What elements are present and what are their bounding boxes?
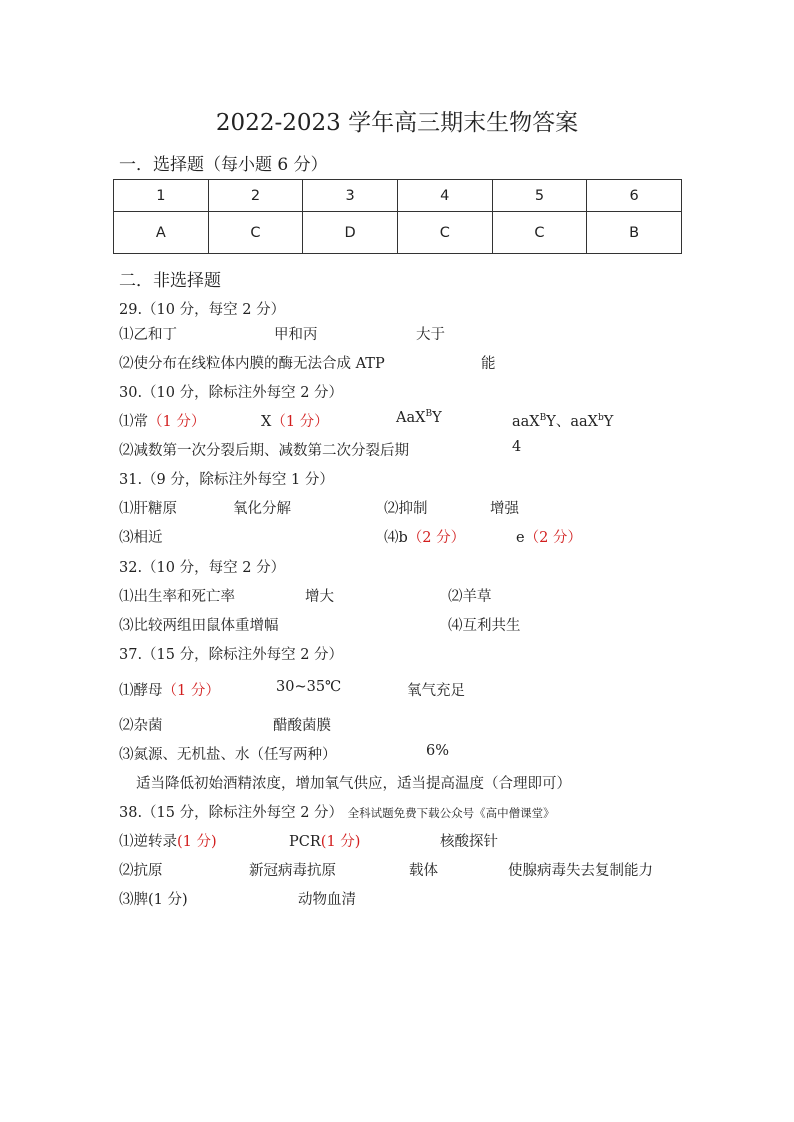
score-note: (1 分) bbox=[177, 834, 217, 850]
answer-cell: D bbox=[303, 212, 398, 254]
q37-header: 37.（15 分，除标注外每空 2 分） bbox=[119, 647, 344, 663]
question-number-cell: 6 bbox=[587, 180, 682, 212]
answer-table bbox=[113, 179, 682, 254]
answer-table-number-row bbox=[114, 180, 682, 212]
q31-answer bbox=[384, 526, 465, 547]
answer-text: 38.（15 分，除标注外每空 2 分） bbox=[119, 805, 344, 821]
score-note: （1 分） bbox=[162, 683, 220, 699]
answer-cell: A bbox=[114, 212, 209, 254]
question-number-cell: 1 bbox=[114, 180, 209, 212]
score-note: (1 分) bbox=[320, 834, 361, 850]
q32-answer: ⑴出生率和死亡率 bbox=[119, 589, 235, 605]
answer-text: PCR bbox=[289, 834, 321, 850]
q38-header bbox=[119, 801, 555, 822]
q38-answer: ⑶脾(1 分) bbox=[119, 892, 188, 908]
q37-answer: 6% bbox=[426, 743, 450, 759]
answer-text: AaX bbox=[396, 410, 426, 426]
q32-header: 32.（10 分，每空 2 分） bbox=[119, 560, 286, 576]
answer-text: aaX bbox=[512, 414, 540, 430]
q29-header: 29.（10 分，每空 2 分） bbox=[119, 302, 286, 318]
answer-cell: C bbox=[397, 212, 492, 254]
q29-answer: 大于 bbox=[416, 327, 445, 343]
q38-answer: 新冠病毒抗原 bbox=[249, 863, 336, 879]
answer-table-answer-row bbox=[114, 212, 682, 254]
q37-answer bbox=[119, 679, 220, 700]
question-number-cell: 5 bbox=[492, 180, 587, 212]
answer-text: Y bbox=[432, 410, 442, 426]
q37-answer: 氧气充足 bbox=[407, 683, 465, 699]
q38-answer: 使腺病毒失去复制能力 bbox=[508, 863, 653, 879]
page-title: 2022-2023 学年高三期末生物答案 bbox=[215, 110, 579, 136]
answer-text: X bbox=[261, 414, 272, 430]
q38-answer bbox=[119, 830, 217, 851]
q38-answer: ⑵抗原 bbox=[119, 863, 163, 879]
q31-answer: ⑴肝糖原 bbox=[119, 501, 177, 517]
q30-answer: 4 bbox=[512, 439, 522, 455]
q30-answer: ⑵减数第一次分裂后期、减数第二次分裂后期 bbox=[119, 443, 409, 459]
q37-answer: 30~35℃ bbox=[276, 679, 342, 695]
q30-genotype bbox=[396, 410, 442, 426]
score-note: （2 分） bbox=[524, 530, 582, 546]
superscript: B bbox=[539, 413, 547, 424]
q31-answer bbox=[516, 526, 582, 547]
q31-header: 31.（9 分，除标注外每空 1 分） bbox=[119, 472, 334, 488]
q30-header: 30.（10 分，除标注外每空 2 分） bbox=[119, 385, 344, 401]
q37-answer: 醋酸菌膜 bbox=[273, 718, 331, 734]
q32-answer: ⑵羊草 bbox=[448, 589, 492, 605]
question-number-cell: 2 bbox=[208, 180, 303, 212]
q38-answer: 动物血清 bbox=[298, 892, 356, 908]
superscript: B bbox=[425, 409, 433, 420]
download-note: 全科试题免费下载公众号《高中僧课堂》 bbox=[347, 806, 555, 820]
answer-cell: B bbox=[587, 212, 682, 254]
answer-text: Y bbox=[603, 414, 614, 430]
q31-answer: ⑵抑制 bbox=[384, 501, 428, 517]
answer-cell: C bbox=[208, 212, 303, 254]
answer-text: e bbox=[516, 530, 525, 546]
q37-answer: 适当降低初始酒精浓度，增加氧气供应，适当提高温度（合理即可） bbox=[136, 776, 571, 792]
q38-answer bbox=[289, 830, 360, 851]
answer-text: ⑴常 bbox=[119, 414, 148, 430]
score-note: （2 分） bbox=[407, 530, 466, 546]
q29-answer: 甲和丙 bbox=[274, 327, 318, 343]
answer-text: ⑷b bbox=[384, 530, 408, 546]
q37-answer: ⑶氮源、无机盐、水（任写两种） bbox=[119, 747, 337, 763]
q29-answer: ⑴乙和丁 bbox=[119, 327, 177, 343]
q38-answer: 核酸探针 bbox=[440, 834, 498, 850]
q37-answer: ⑵杂菌 bbox=[119, 718, 163, 734]
q32-answer: 增大 bbox=[305, 589, 334, 605]
answer-text: ⑴逆转录 bbox=[119, 834, 177, 850]
answer-text: ⑴酵母 bbox=[119, 683, 163, 699]
score-note: （1 分） bbox=[148, 414, 206, 430]
q32-answer: ⑷互利共生 bbox=[448, 618, 521, 634]
q31-answer: 增强 bbox=[490, 501, 519, 517]
section-2-heading: 二．非选择题 bbox=[119, 271, 221, 291]
superscript: b bbox=[597, 413, 604, 424]
question-number-cell: 4 bbox=[397, 180, 492, 212]
q30-answer bbox=[119, 410, 205, 431]
answer-cell: C bbox=[492, 212, 587, 254]
q32-answer: ⑶比较两组田鼠体重增幅 bbox=[119, 618, 279, 634]
q29-answer: 能 bbox=[481, 356, 496, 372]
q29-answer: ⑵使分布在线粒体内膜的酶无法合成 ATP bbox=[119, 356, 385, 372]
score-note: （1 分） bbox=[271, 414, 329, 430]
section-1-heading: 一．选择题（每小题 6 分） bbox=[119, 155, 328, 175]
q31-answer: 氧化分解 bbox=[233, 501, 291, 517]
q30-genotype bbox=[512, 410, 613, 431]
q30-answer bbox=[261, 410, 329, 431]
q31-answer: ⑶相近 bbox=[119, 530, 163, 546]
q38-answer: 载体 bbox=[409, 863, 438, 879]
answer-text: Y、aaX bbox=[546, 414, 598, 430]
question-number-cell: 3 bbox=[303, 180, 398, 212]
